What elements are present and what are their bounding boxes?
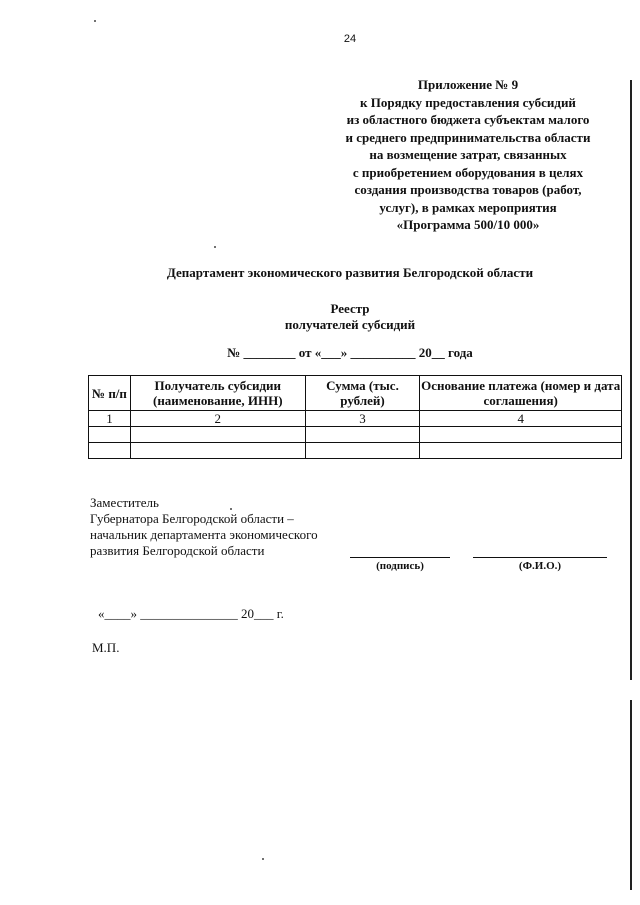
scan-dot [94, 20, 96, 22]
table-cell [89, 427, 131, 443]
register-subtitle: получателей субсидий [284, 317, 416, 332]
scan-dot [262, 858, 264, 860]
table-cell [130, 443, 305, 459]
department-title: Департамент экономического развития Белгородской области [166, 265, 534, 280]
column-number-cell: 3 [305, 411, 420, 427]
page-number: 24 [343, 33, 357, 45]
register-number-line: № ________ от «___» __________ 20__ года [227, 345, 473, 360]
column-number-row [89, 411, 622, 427]
stamp-place: М.П. [92, 640, 120, 655]
appendix-line: услуг), в рамках мероприятия [379, 199, 557, 215]
appendix-header [318, 76, 618, 234]
signatory-line: Губернатора Белгородской области – [90, 511, 294, 526]
name-line [473, 557, 607, 558]
signatory-block [90, 495, 318, 559]
name-caption: (Ф.И.О.) [518, 560, 562, 572]
appendix-line: и среднего предпринимательства области [345, 129, 591, 145]
header-cell-number: № п/п [89, 376, 131, 411]
appendix-line: Приложение № 9 [417, 77, 519, 92]
appendix-line: с приобретением оборудования в целях [352, 164, 584, 180]
table-cell [420, 427, 622, 443]
table-cell [420, 443, 622, 459]
signature-line [350, 557, 450, 558]
table-cell [305, 427, 420, 443]
register-title: Реестр [330, 301, 370, 316]
column-number-cell: 4 [420, 411, 622, 427]
appendix-line: создания производства товаров (работ, [354, 182, 582, 197]
table-row [89, 443, 622, 459]
header-cell-amount: Сумма (тыс. рублей) [305, 376, 420, 411]
scan-dot [230, 508, 232, 510]
date-line: «____» _______________ 20___ г. [98, 606, 284, 621]
header-cell-recipient: Получатель субсидии (наименование, ИНН) [130, 376, 305, 411]
signatory-line: Заместитель [90, 495, 159, 510]
signature-caption: (подпись) [376, 560, 424, 572]
header-cell-basis: Основание платежа (номер и дата соглашения) [420, 376, 622, 411]
table-row [89, 427, 622, 443]
column-number-cell: 1 [89, 411, 131, 427]
appendix-line: на возмещение затрат, связанных [369, 147, 567, 162]
table-header-row [89, 376, 622, 411]
column-number-cell: 2 [130, 411, 305, 427]
appendix-line: из областного бюджета субъектам малого [346, 112, 590, 127]
signatory-line: развития Белгородской области [90, 543, 265, 558]
appendix-line: «Программа 500/10 000» [396, 217, 540, 232]
table-cell [305, 443, 420, 459]
table-cell [89, 443, 131, 459]
register-table [88, 375, 622, 459]
scan-dot [214, 246, 216, 248]
scan-edge-line [630, 700, 632, 890]
table-cell [130, 427, 305, 443]
scan-edge-line [630, 80, 632, 680]
signatory-line: начальник департамента экономического [90, 527, 318, 542]
appendix-line: к Порядку предоставления субсидий [360, 94, 576, 110]
